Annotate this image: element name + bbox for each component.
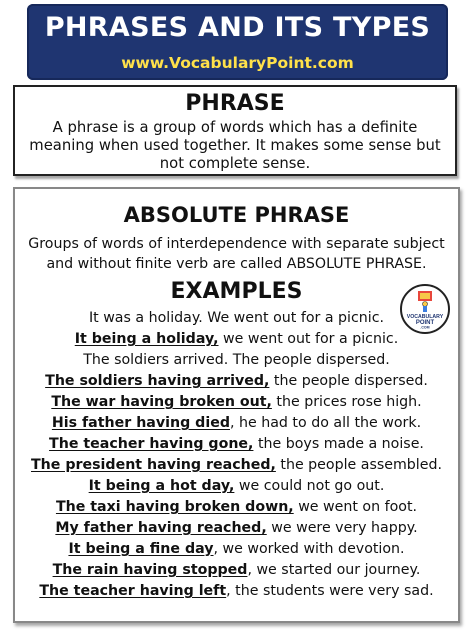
absolute-phrase-text: The teacher having left: [39, 583, 227, 599]
absolute-phrase-text: It being a hot day,: [88, 478, 235, 494]
example-sentence: [15, 581, 458, 602]
example-sentence: [15, 329, 458, 350]
example-rest-text: , he had to do all the work.: [229, 415, 422, 431]
example-sentence: [15, 455, 458, 476]
example-sentence: [15, 560, 458, 581]
example-rest-text: the people assembled.: [275, 457, 442, 473]
example-sentence: [15, 434, 458, 455]
example-rest-text: we went out for a picnic.: [218, 331, 399, 347]
example-sentence: [15, 371, 458, 392]
absolute-phrase-box: [13, 187, 460, 623]
absolute-phrase-text: My father having reached,: [55, 520, 267, 536]
absolute-phrase-text: It being a fine day: [68, 541, 214, 557]
example-rest-text: , the students were very sad.: [226, 583, 434, 599]
logo-line2: POINT: [415, 320, 435, 326]
example-sentence: [15, 413, 458, 434]
vocabulary-point-logo-icon: [400, 284, 450, 334]
example-sentence: [15, 308, 458, 329]
example-rest-text: we were very happy.: [266, 520, 418, 536]
site-url: www.VocabularyPoint.com: [121, 54, 354, 72]
absolute-phrase-text: The president having reached,: [31, 457, 276, 473]
example-sentence: [15, 539, 458, 560]
example-sentence: [15, 476, 458, 497]
examples-heading: EXAMPLES: [170, 279, 303, 304]
page-title: PHRASES AND ITS TYPES: [44, 12, 431, 43]
phrase-definition-box: [13, 85, 457, 176]
absolute-phrase-heading: ABSOLUTE PHRASE: [123, 203, 350, 227]
examples-list: [15, 308, 458, 602]
title-banner: [27, 4, 448, 80]
example-rest-text: we could not go out.: [234, 478, 385, 494]
logo-line1: VOCABULARY: [406, 314, 444, 320]
logo-line3: .COM: [420, 325, 430, 330]
example-sentence: [15, 497, 458, 518]
example-rest-text: the prices rose high.: [271, 394, 422, 410]
example-sentence: [15, 350, 458, 371]
absolute-phrase-text: The teacher having gone,: [49, 436, 254, 452]
example-rest-text: the people dispersed.: [269, 373, 428, 389]
example-rest-text: the boys made a noise.: [253, 436, 424, 452]
absolute-phrase-text: The war having broken out,: [51, 394, 272, 410]
absolute-phrase-text: The taxi having broken down,: [55, 499, 294, 515]
absolute-phrase-text: The rain having stopped: [52, 562, 248, 578]
example-sentence: [15, 392, 458, 413]
absolute-phrase-text: His father having died: [51, 415, 230, 431]
phrase-heading: PHRASE: [185, 91, 285, 116]
absolute-phrase-text: It being a holiday,: [74, 331, 219, 347]
example-rest-text: It was a holiday. We went out for a picnic.: [88, 310, 385, 326]
example-rest-text: The soldiers arrived. The people dispersed.: [83, 352, 390, 368]
absolute-phrase-text: The soldiers having arrived,: [45, 373, 270, 389]
example-rest-text: , we worked with devotion.: [213, 541, 405, 557]
example-rest-text: , we started our journey.: [247, 562, 421, 578]
absolute-phrase-definition: Groups of words of interdependence with separate subject and without finite verb are called ABSOLUTE PHRASE.: [28, 236, 445, 272]
phrase-definition: A phrase is a group of words which has a definite meaning when used together. It makes some sense but not complete sense.: [29, 119, 441, 172]
example-sentence: [15, 518, 458, 539]
example-rest-text: we went on foot.: [293, 499, 418, 515]
